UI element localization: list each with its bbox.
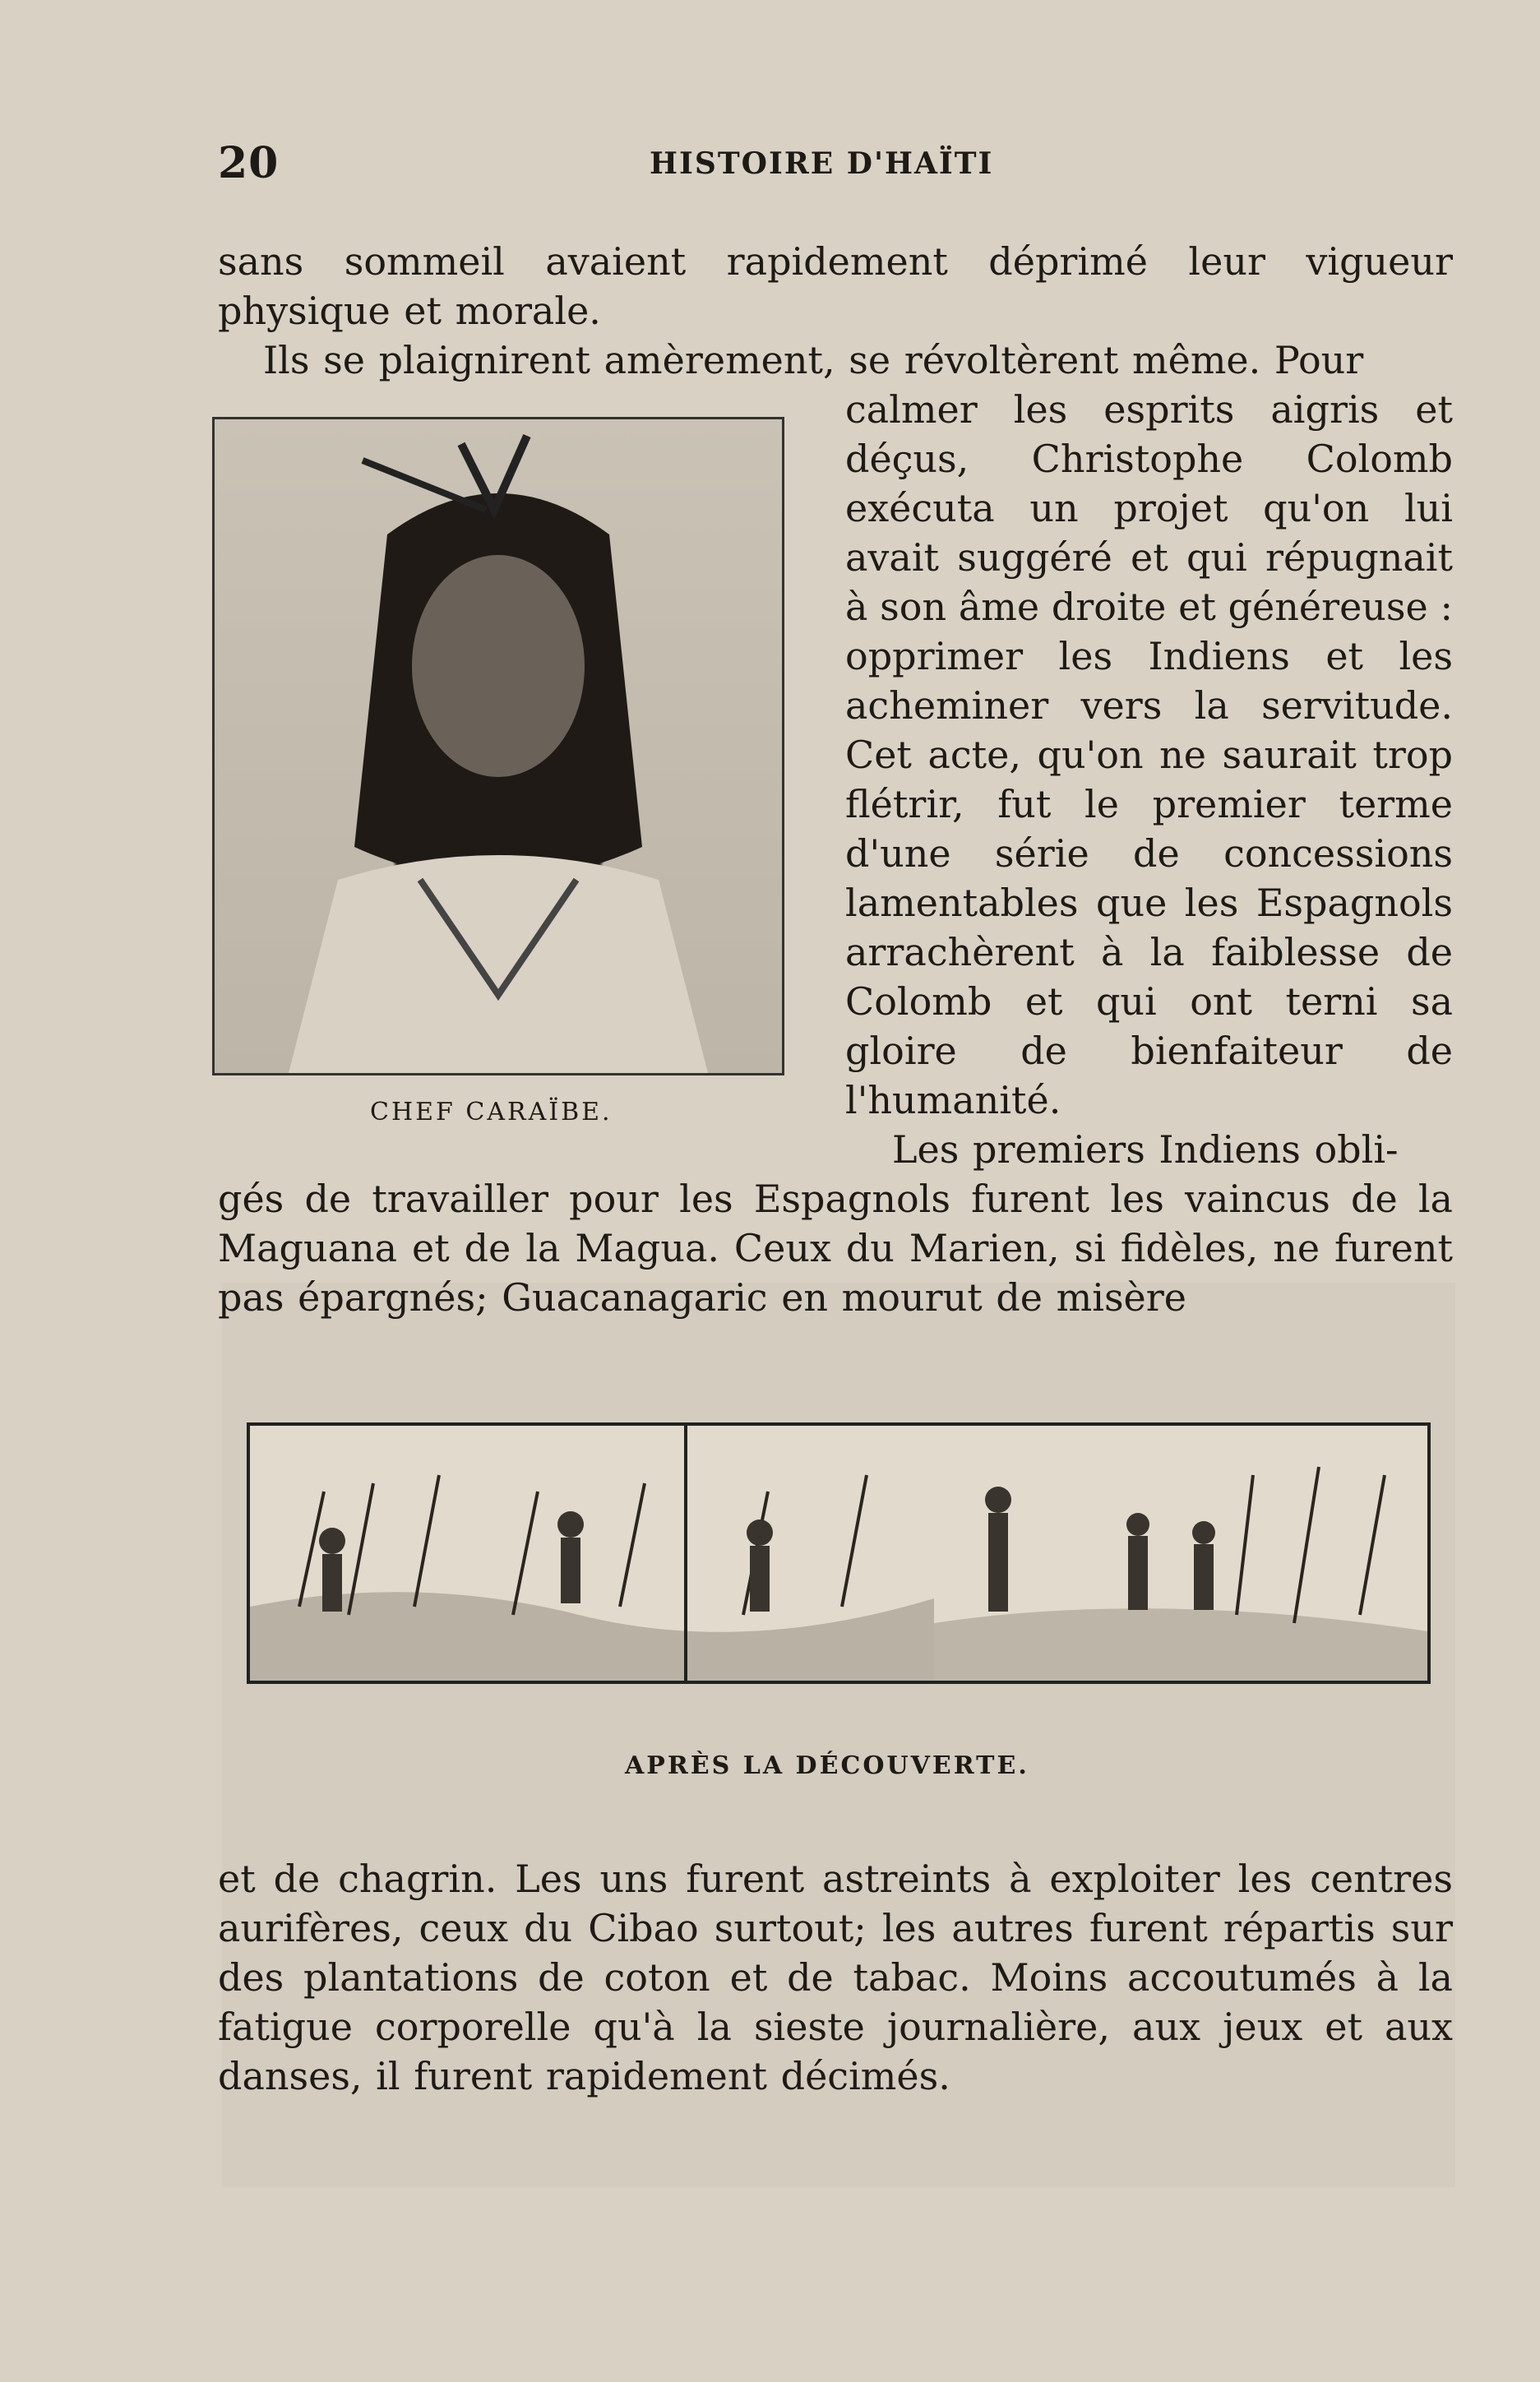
paragraph-line: sans sommeil avaient rapidement déprimé leur vigueur physique et morale. [218, 239, 1453, 333]
portrait-caption: CHEF CARAÏBE. [370, 1098, 613, 1126]
page-number: 20 [218, 138, 280, 188]
paragraph-block-1 [218, 237, 1453, 385]
portrait-illustration [212, 417, 784, 1075]
page-header [218, 138, 1451, 187]
discovery-drawing [250, 1426, 1427, 1681]
discovery-caption: APRÈS LA DÉCOUVERTE. [625, 1751, 1029, 1780]
figure-divider [684, 1422, 687, 1684]
paragraph-line: Ils se plaignirent amèrement, se révoltèrent même. Pour [263, 338, 1364, 382]
paragraph-block-3 [218, 1125, 1453, 1322]
paragraph-line: gés de travailler pour les Espagnols furent les vaincus de la Maguana et de la Magua. Ceux du Marien, si fidèles, ne furent pas épargnés; Guacanagaric en mourut de misère [218, 1177, 1453, 1320]
paragraph-wrap-right: calmer les esprits aigris et déçus, Christophe Colomb exécuta un projet qu'on lui avait suggéré et qui répugnait à son âme droite et généreuse : opprimer les Indiens et les acheminer vers la servitude. Cet acte, qu'on ne saurait trop flétrir, fut le premier terme d'une série de concessions lamentables que les Espagnols arrachèrent à la faiblesse de Colomb et qui ont terni sa gloire de bienfaiteur de l'humanité. [845, 387, 1453, 1122]
paragraph-line: Les premiers Indiens obli- [892, 1127, 1399, 1172]
running-title: HISTOIRE D'HAÏTI [650, 146, 994, 181]
discovery-illustration [247, 1422, 1431, 1684]
paragraph-block-4: et de chagrin. Les uns furent astreints à exploiter les centres aurifères, ceux du Cibao surtout; les autres furent répartis sur des plantations de coton et de tabac. Moins accoutumés à la fatigue corporelle qu'à la sieste journalière, aux jeux et aux danses, il furent rapidement décimés. [218, 1857, 1453, 2098]
portrait-drawing [215, 419, 782, 1073]
